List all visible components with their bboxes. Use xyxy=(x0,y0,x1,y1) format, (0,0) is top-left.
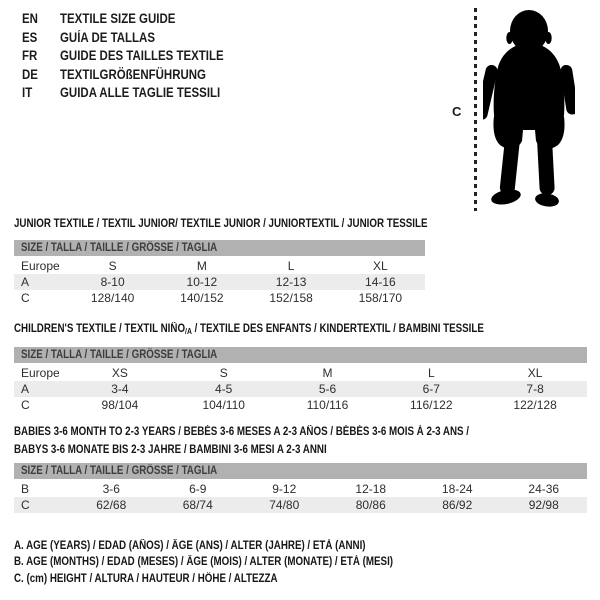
table-cell: 98/104 xyxy=(101,398,139,412)
lang-row-fr xyxy=(22,47,253,66)
babies-section-title: BABIES 3-6 MONTH TO 2-3 YEARS / BEBÉS 3-6 MESES A 2-3 AÑOS / BÉBÉS 3-6 MOIS À 2-3 ANS / BABYS 3-6 MONATE BIS 2-3 JAHRE / BAMBINI 3-6 MESI A 2-3 ANNI xyxy=(14,426,470,456)
table-cell: 122/128 xyxy=(513,398,557,412)
lang-code: EN xyxy=(22,11,38,26)
footnote-a: A. AGE (YEARS) / EDAD (AÑOS) / ÂGE (ANS) / ALTER (JAHRE) / ETÀ (ANNI) xyxy=(14,540,366,552)
nino-a-subscript: /A xyxy=(185,327,192,336)
lang-label: GUÍA DE TALLAS xyxy=(60,29,155,45)
lang-row-en xyxy=(22,10,253,29)
lang-label: GUIDA ALLE TAGLIE TESSILI xyxy=(60,85,221,100)
babies-size-table xyxy=(14,463,587,513)
row-label: A xyxy=(21,275,30,289)
lang-row-es xyxy=(22,29,253,48)
table-row xyxy=(14,258,425,274)
children-size-table xyxy=(14,347,587,413)
table-cell: 86/92 xyxy=(442,498,473,512)
table-row xyxy=(14,497,587,513)
size-header-label: SIZE / TALLA / TAILLE / GRÖSSE / TAGLIA xyxy=(21,242,218,254)
row-label: Europe xyxy=(21,366,60,380)
lang-code: ES xyxy=(22,29,38,45)
lang-label: TEXTILE SIZE GUIDE xyxy=(60,11,176,26)
table-cell: 5-6 xyxy=(318,382,337,396)
table-cell: 110/116 xyxy=(306,398,349,412)
table-cell: XL xyxy=(373,259,388,273)
table-cell: S xyxy=(219,366,228,380)
row-label: Europe xyxy=(21,259,60,273)
size-header-bar xyxy=(14,347,587,363)
height-measure-label: C xyxy=(452,104,462,119)
table-cell: 8-10 xyxy=(100,275,125,289)
table-row xyxy=(14,290,425,306)
table-cell: 24-36 xyxy=(528,482,560,496)
lang-code: DE xyxy=(22,66,38,82)
table-cell: 140/152 xyxy=(180,291,224,305)
table-cell: 92/98 xyxy=(528,498,559,512)
table-cell: 80/86 xyxy=(355,498,386,512)
table-row xyxy=(14,397,587,413)
table-cell: 68/74 xyxy=(182,498,213,512)
table-cell: 128/140 xyxy=(90,291,135,305)
table-row xyxy=(14,481,587,497)
table-row xyxy=(14,274,425,290)
footnote-c: C. (cm) HEIGHT / ALTURA / HAUTEUR / HÖHE / ALTEZZA xyxy=(14,572,278,585)
table-cell: L xyxy=(287,259,295,273)
table-cell: 6-9 xyxy=(189,482,207,496)
baby-silhouette-icon xyxy=(483,9,575,210)
lang-label: GUIDE DES TAILLES TEXTILE xyxy=(60,48,224,63)
footnotes xyxy=(14,538,460,587)
lang-code: IT xyxy=(22,85,33,100)
junior-size-table xyxy=(14,240,425,306)
table-cell: 10-12 xyxy=(186,275,218,289)
row-label: B xyxy=(21,482,30,496)
table-cell: 6-7 xyxy=(422,382,440,396)
table-cell: 12-18 xyxy=(355,482,387,496)
size-header-bar xyxy=(14,240,425,256)
table-cell: 62/68 xyxy=(96,498,127,512)
table-cell: 3-4 xyxy=(111,382,129,396)
table-cell: 14-16 xyxy=(365,275,396,289)
children-section-title: CHILDREN'S TEXTILE / TEXTIL $NIÑO_{/A}$ / TEXTILE DES ENFANTS / KINDERTEXTIL / BAMBINI TESSILE xyxy=(14,323,484,336)
row-label: C xyxy=(21,291,30,305)
table-cell: XL xyxy=(527,366,543,380)
table-cell: 18-24 xyxy=(441,482,473,496)
table-cell: S xyxy=(108,259,117,273)
size-header-bar xyxy=(14,463,587,479)
lang-row-de xyxy=(22,66,253,85)
row-label: C xyxy=(21,398,30,412)
table-cell: M xyxy=(322,366,333,380)
table-cell: L xyxy=(427,366,435,380)
table-cell: 9-12 xyxy=(272,482,297,496)
lang-label: TEXTILGRÖßENFÜHRUNG xyxy=(60,66,206,82)
table-cell: 7-8 xyxy=(526,382,544,396)
height-measure-dashed-line xyxy=(474,8,477,211)
language-title-block xyxy=(22,10,253,103)
junior-section-title: JUNIOR TEXTILE / TEXTIL JUNIOR/ TEXTILE JUNIOR / JUNIORTEXTIL / JUNIOR TESSILE xyxy=(14,218,428,230)
table-cell: M xyxy=(196,259,207,273)
table-cell: 4-5 xyxy=(215,382,233,396)
table-cell: 74/80 xyxy=(269,498,300,512)
table-cell: 12-13 xyxy=(275,275,307,289)
table-cell: 3-6 xyxy=(102,482,120,496)
size-header-label: SIZE / TALLA / TAILLE / GRÖSSE / TAGLIA xyxy=(21,349,218,361)
footnote-b: B. AGE (MONTHS) / EDAD (MESES) / ÂGE (MOIS) / ALTER (MONATE) / ETÀ (MESI) xyxy=(14,556,394,569)
lang-row-it xyxy=(22,84,253,103)
table-row xyxy=(14,381,587,397)
table-row xyxy=(14,365,587,381)
lang-code: FR xyxy=(22,48,38,63)
table-cell: 116/122 xyxy=(410,398,453,412)
size-header-label: SIZE / TALLA / TAILLE / GRÖSSE / TAGLIA xyxy=(21,465,218,477)
row-label: A xyxy=(21,382,30,396)
table-cell: 104/110 xyxy=(202,398,245,412)
table-cell: XS xyxy=(111,366,128,380)
row-label: C xyxy=(21,498,30,512)
table-cell: 158/170 xyxy=(358,291,403,305)
table-cell: 152/158 xyxy=(269,291,313,305)
